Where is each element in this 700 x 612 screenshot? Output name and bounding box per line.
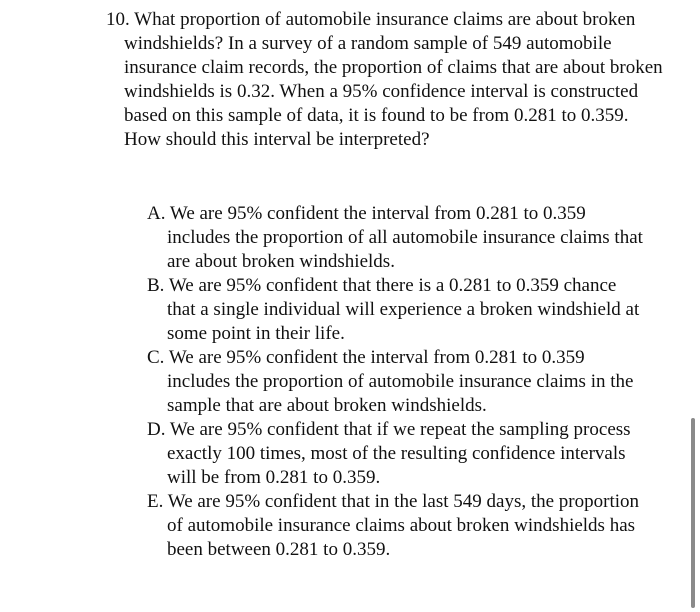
choice-b[interactable]: [147, 274, 647, 346]
choice-letter: C.: [147, 347, 165, 368]
choice-text: We are 95% confident the interval from 0.281 to 0.359 includes the proportion of automobile insurance claims in the sample that are about broken windshields.: [167, 347, 634, 416]
question-10: [106, 8, 664, 152]
choice-text: We are 95% confident the interval from 0.281 to 0.359 includes the proportion of all automobile insurance claims that are about broken windshields.: [167, 203, 643, 272]
choice-text: We are 95% confident that in the last 549 days, the proportion of automobile insurance claims about broken windshields has been between 0.281 to 0.359.: [167, 491, 640, 560]
choice-letter: E.: [147, 491, 164, 512]
choice-a[interactable]: [147, 202, 647, 274]
question-number: 10.: [106, 9, 130, 30]
choice-text: We are 95% confident that if we repeat the sampling process exactly 100 times, most of the resulting confidence intervals will be from 0.281 to 0.359.: [167, 419, 631, 488]
vertical-scrollbar[interactable]: [691, 418, 695, 608]
choice-e[interactable]: [147, 490, 647, 562]
answer-choices: [147, 202, 647, 562]
choice-text: We are 95% confident that there is a 0.281 to 0.359 chance that a single individual will experience a broken windshield at some point in their life.: [167, 275, 640, 344]
choice-letter: A.: [147, 203, 166, 224]
choice-letter: B.: [147, 275, 165, 296]
choice-letter: D.: [147, 419, 166, 440]
choice-d[interactable]: [147, 418, 647, 490]
choice-c[interactable]: [147, 346, 647, 418]
question-text: What proportion of automobile insurance claims are about broken windshields? In a survey of a random sample of 549 automobile insurance claim records, the proportion of claims that are about broken windshields is 0.32. When a 95% confidence interval is constructed based on this sample of data, it is found to be from 0.281 to 0.359. How should this interval be interpreted?: [124, 9, 663, 150]
